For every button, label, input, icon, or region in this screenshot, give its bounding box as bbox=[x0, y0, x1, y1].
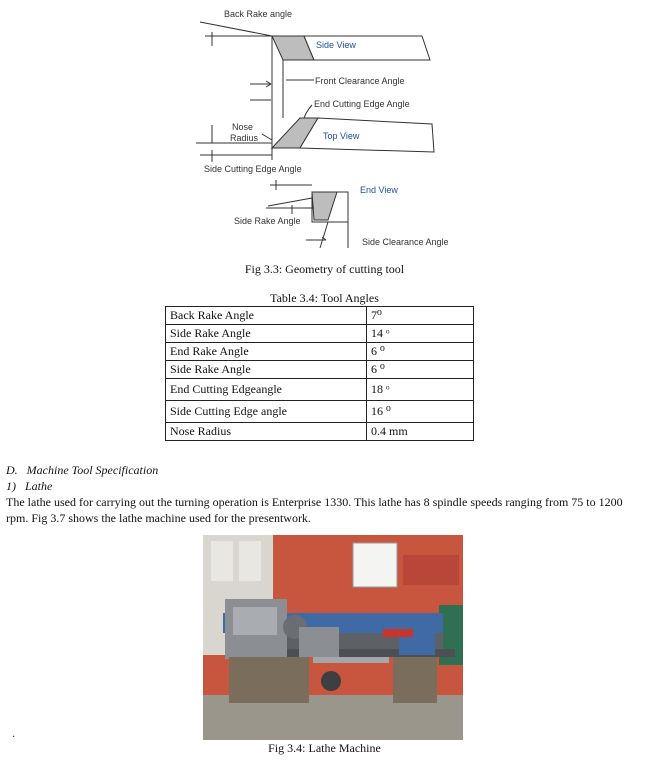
angle-value-cell: 0.4 mm bbox=[367, 423, 474, 441]
side-rake-label: Side Rake Angle bbox=[234, 216, 301, 226]
figure-caption-3-4: Fig 3.4: Lathe Machine bbox=[268, 741, 381, 755]
section-paragraph: The lathe used for carrying out the turning operation is Enterprise 1330. This lathe has 8 spindle speeds ranging from 75 to 1200 rpm. Fig 3.7 shows the lathe machine used for the presentwork. bbox=[6, 495, 623, 525]
table-title: Table 3.4: Tool Angles bbox=[270, 291, 379, 305]
angle-name-cell: End Cutting Edgeangle bbox=[166, 379, 367, 401]
side-view-label: Side View bbox=[316, 40, 356, 50]
radius-label: Radius bbox=[230, 133, 259, 143]
angle-value-cell: 14 ᵒ bbox=[367, 325, 474, 343]
angle-name-cell: Back Rake Angle bbox=[166, 307, 367, 325]
end-view-label: End View bbox=[360, 185, 398, 195]
table-row bbox=[166, 307, 474, 325]
angle-value-cell: 6 ⁰ bbox=[367, 343, 474, 361]
side-clearance-label: Side Clearance Angle bbox=[362, 237, 449, 247]
angle-value-cell: 6 ⁰ bbox=[367, 361, 474, 379]
angle-name-cell: Side Rake Angle bbox=[166, 325, 367, 343]
angle-value-cell: 7⁰ bbox=[367, 307, 474, 325]
end-cutting-edge-label: End Cutting Edge Angle bbox=[314, 99, 410, 109]
table-row bbox=[166, 401, 474, 423]
angle-name-cell: Nose Radius bbox=[166, 423, 367, 441]
stray-dot: . bbox=[12, 726, 15, 740]
section-subheading: 1) Lathe bbox=[6, 479, 53, 493]
angle-name-cell: Side Rake Angle bbox=[166, 361, 367, 379]
section-heading: D. Machine Tool Specification bbox=[6, 463, 159, 477]
table-row bbox=[166, 379, 474, 401]
top-view-label: Top View bbox=[323, 131, 360, 141]
nose-label: Nose bbox=[232, 122, 254, 132]
back-rake-label: Back Rake angle bbox=[224, 9, 293, 19]
angle-value-cell: 16 ⁰ bbox=[367, 401, 474, 423]
end-view-drawing bbox=[266, 180, 348, 248]
angle-name-cell: Side Cutting Edge angle bbox=[166, 401, 367, 423]
table-row bbox=[166, 343, 474, 361]
table-row bbox=[166, 423, 474, 441]
front-clearance-label: Front Clearance Angle bbox=[315, 76, 405, 86]
figure-caption-3-3: Fig 3.3: Geometry of cutting tool bbox=[244, 262, 405, 276]
side-cutting-edge-label: Side Cutting Edge Angle bbox=[204, 164, 302, 174]
tool-geometry-diagram bbox=[0, 0, 649, 262]
tool-angles-table bbox=[165, 306, 474, 441]
table-row bbox=[166, 325, 474, 343]
angle-value-cell: 18 ᵒ bbox=[367, 379, 474, 401]
table-row bbox=[166, 361, 474, 379]
angle-name-cell: End Rake Angle bbox=[166, 343, 367, 361]
lathe-machine-photo bbox=[203, 535, 463, 740]
